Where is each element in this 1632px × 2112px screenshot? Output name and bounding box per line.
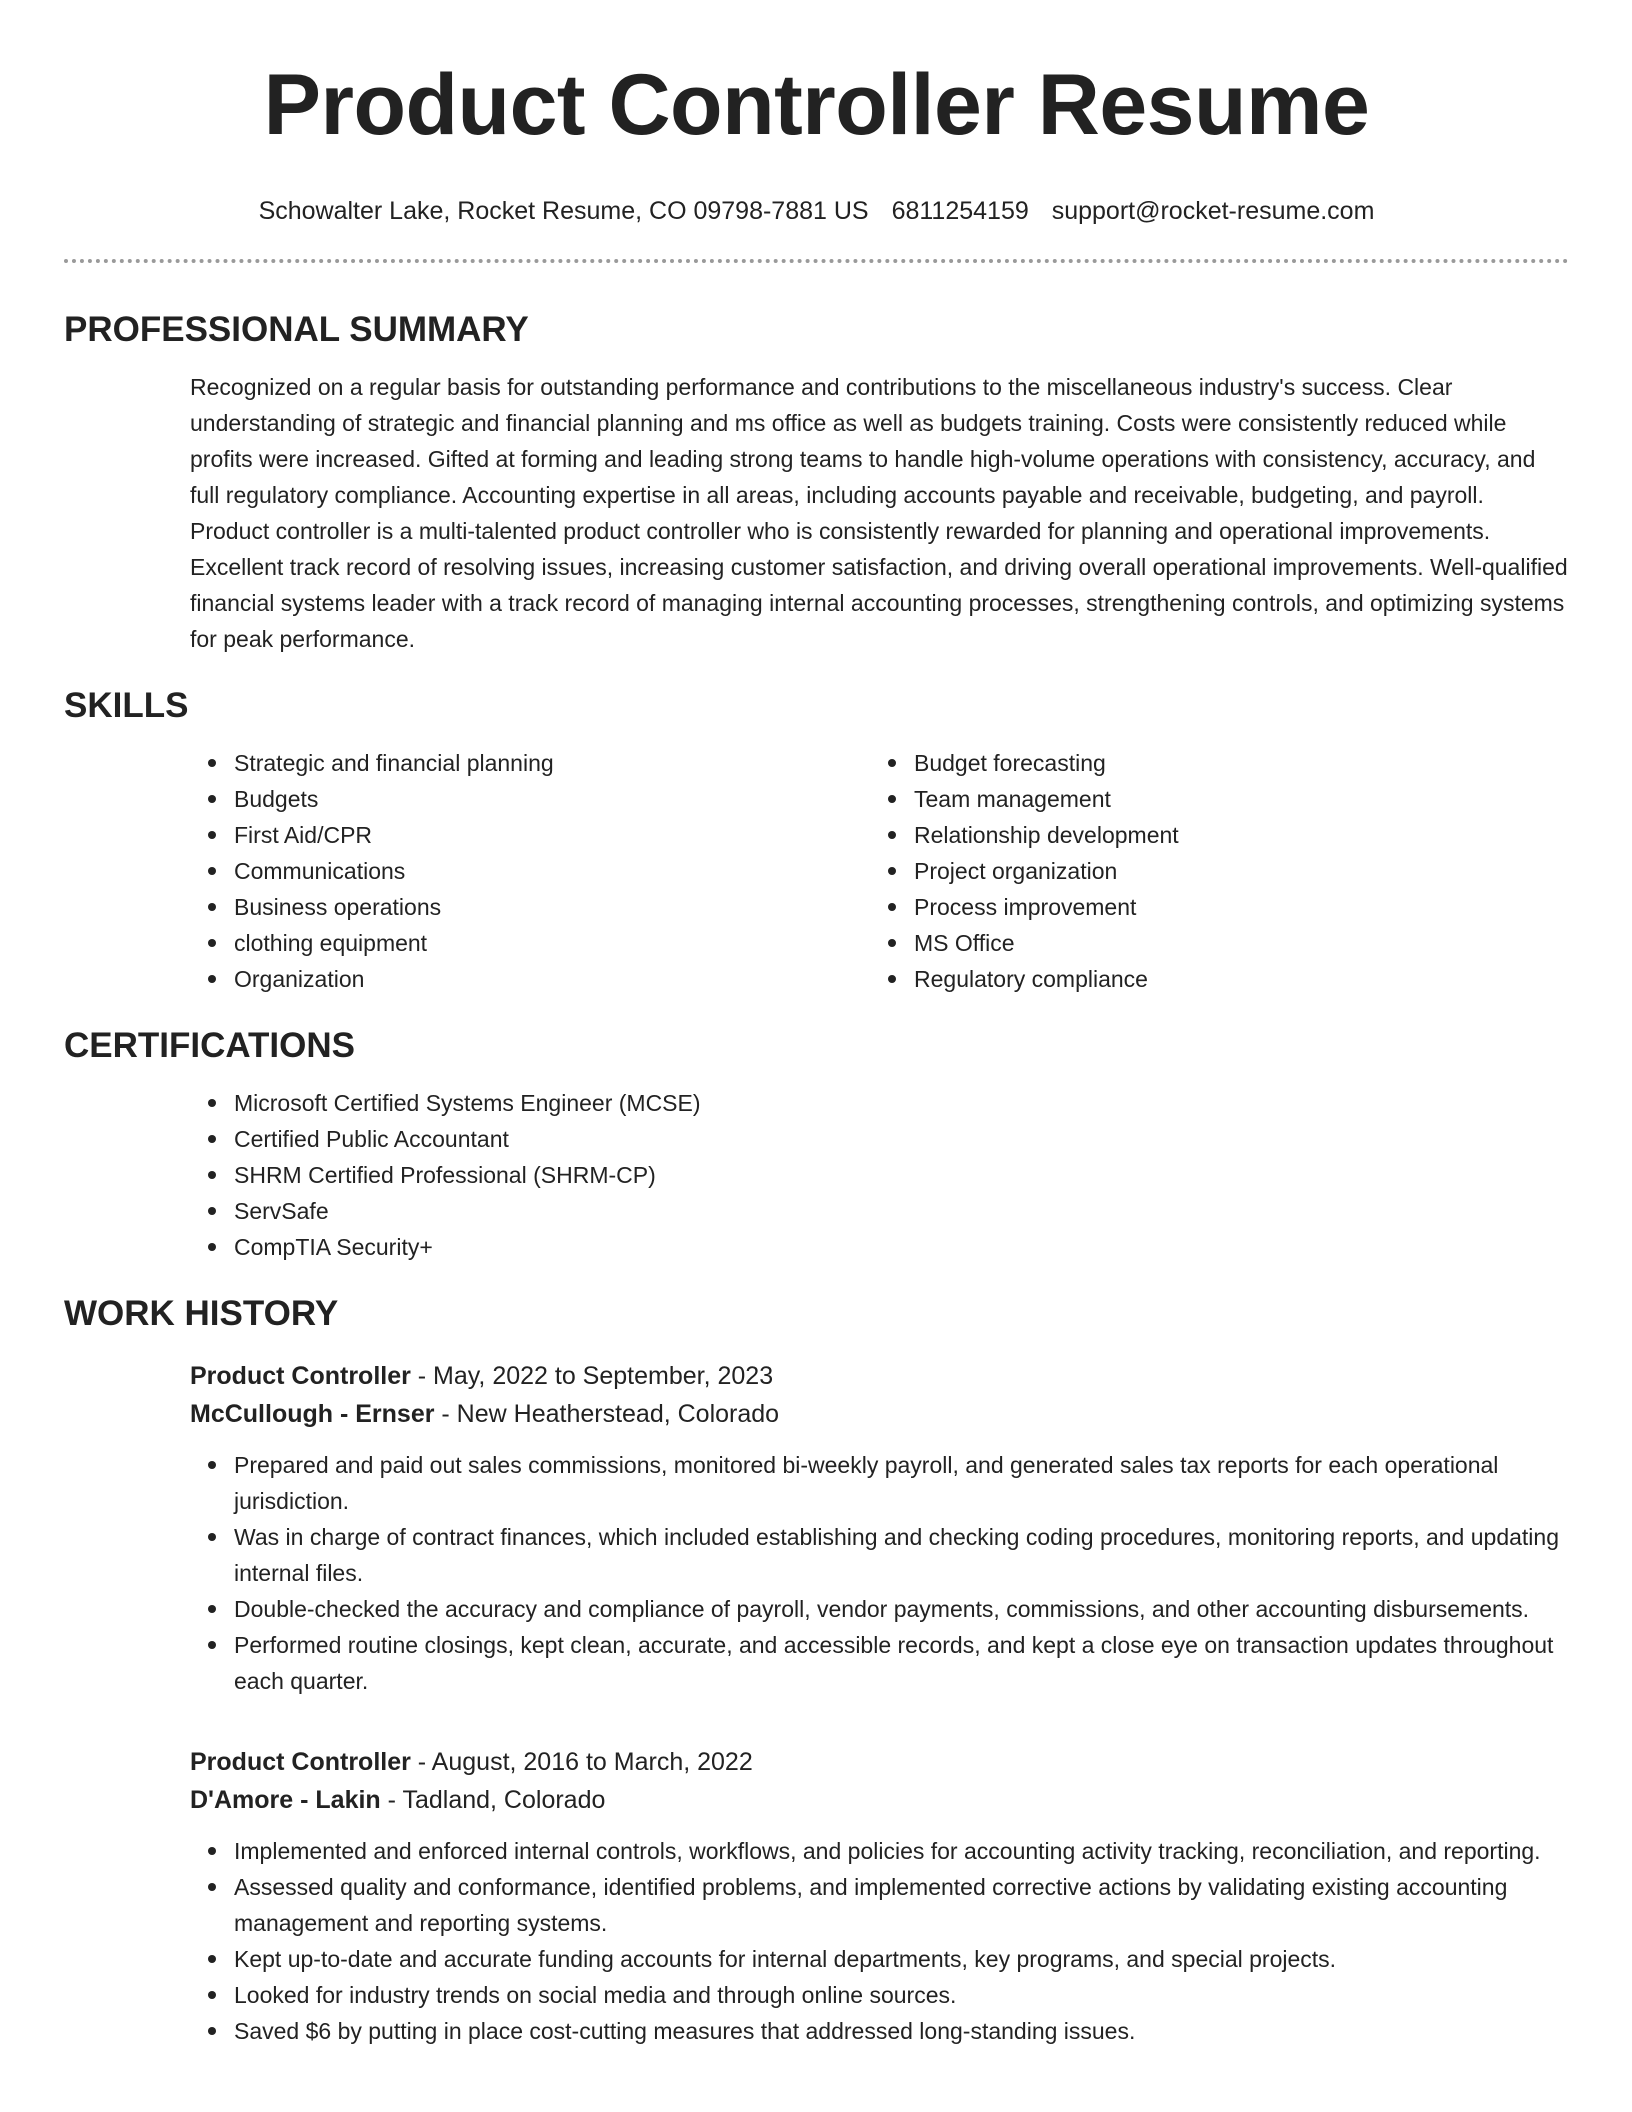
job-duty: Assessed quality and conformance, identified problems, and implemented corrective actions by validating existing accounting management and reporting systems. — [234, 1869, 1569, 1941]
job-duties — [190, 1447, 1569, 1699]
certifications-list — [190, 1085, 1569, 1265]
skill-item: Project organization — [914, 853, 1550, 889]
contact-address: Schowalter Lake, Rocket Resume, CO 09798-7881 US — [258, 197, 869, 225]
resume-page — [64, 0, 1569, 2049]
job-dates: - August, 2016 to March, 2022 — [410, 1748, 753, 1776]
job-company: McCullough - Ernser — [190, 1400, 435, 1428]
job-duty: Double-checked the accuracy and compliance of payroll, vendor payments, commissions, and other accounting disbursements. — [234, 1591, 1569, 1627]
job-company: D'Amore - Lakin — [190, 1786, 381, 1814]
skills-column-right — [870, 745, 1550, 997]
skill-item: Business operations — [234, 889, 870, 925]
skills-list — [190, 745, 1569, 997]
job-location: - Tadland, Colorado — [380, 1786, 606, 1814]
job-duty: Kept up-to-date and accurate funding accounts for internal departments, key programs, and special projects. — [234, 1941, 1569, 1977]
certification-item: Certified Public Accountant — [234, 1121, 1569, 1157]
skill-item: Relationship development — [914, 817, 1550, 853]
header-divider — [64, 259, 1569, 263]
job-location: - New Heatherstead, Colorado — [434, 1400, 780, 1428]
certification-item: Microsoft Certified Systems Engineer (MCSE) — [234, 1085, 1569, 1121]
job-title: Product Controller — [190, 1362, 411, 1390]
skill-item: Budgets — [234, 781, 870, 817]
job-duty: Performed routine closings, kept clean, accurate, and accessible records, and kept a close eye on transaction updates throughout each quarter. — [234, 1627, 1569, 1699]
job-company-line — [190, 1395, 1569, 1433]
skills-column-left — [190, 745, 870, 997]
job-duty: Implemented and enforced internal controls, workflows, and policies for accounting activity tracking, reconciliation, and reporting. — [234, 1833, 1569, 1869]
work-history-heading: WORK HISTORY — [64, 1294, 339, 1333]
job-title-line — [190, 1357, 1569, 1395]
skill-item: Budget forecasting — [914, 745, 1550, 781]
skill-item: Communications — [234, 853, 870, 889]
skill-item: Team management — [914, 781, 1550, 817]
contact-phone: 6811254159 — [891, 197, 1029, 225]
job-company-line — [190, 1781, 1569, 1819]
job-entry — [190, 1357, 1569, 1699]
summary-heading: PROFESSIONAL SUMMARY — [64, 310, 529, 349]
skill-item: MS Office — [914, 925, 1550, 961]
skill-item: Process improvement — [914, 889, 1550, 925]
job-duty: Was in charge of contract finances, which included establishing and checking coding procedures, monitoring reports, and updating internal files. — [234, 1519, 1569, 1591]
resume-title: Product Controller Resume — [263, 57, 1370, 153]
contact-email: support@rocket-resume.com — [1051, 197, 1375, 225]
certification-item: ServSafe — [234, 1193, 1569, 1229]
job-duty: Prepared and paid out sales commissions, monitored bi-weekly payroll, and generated sales tax reports for each operational jurisdiction. — [234, 1447, 1569, 1519]
job-duty: Looked for industry trends on social media and through online sources. — [234, 1977, 1569, 2013]
skill-item: Regulatory compliance — [914, 961, 1550, 997]
skill-item: clothing equipment — [234, 925, 870, 961]
skill-item: Strategic and financial planning — [234, 745, 870, 781]
summary-text: Recognized on a regular basis for outstanding performance and contributions to the miscellaneous industry's success. Clear understanding of strategic and financial planning and ms office as well as budgets training. Costs were consistently reduced while profits were increased. Gifted at forming and leading strong teams to handle high-volume operations with consistency, accuracy, and full regulatory compliance. Accounting expertise in all areas, including accounts payable and receivable, budgeting, and payroll. Product controller is a multi-talented product controller who is consistently rewarded for planning and operational improvements. Excellent track record of resolving issues, increasing customer satisfaction, and driving overall operational improvements. Well-qualified financial systems leader with a track record of managing internal accounting processes, strengthening controls, and optimizing systems for peak performance. — [190, 374, 1568, 652]
certification-item: CompTIA Security+ — [234, 1229, 1569, 1265]
certifications-heading: CERTIFICATIONS — [64, 1026, 356, 1065]
skill-item: Organization — [234, 961, 870, 997]
job-duty: Saved $6 by putting in place cost-cutting measures that addressed long-standing issues. — [234, 2013, 1569, 2049]
contact-line — [64, 195, 1569, 227]
skill-item: First Aid/CPR — [234, 817, 870, 853]
job-duties — [190, 1833, 1569, 2049]
job-entry — [190, 1743, 1569, 2049]
job-title-line — [190, 1743, 1569, 1781]
job-title: Product Controller — [190, 1748, 411, 1776]
job-dates: - May, 2022 to September, 2023 — [410, 1362, 774, 1390]
certification-item: SHRM Certified Professional (SHRM-CP) — [234, 1157, 1569, 1193]
skills-heading: SKILLS — [64, 686, 189, 725]
